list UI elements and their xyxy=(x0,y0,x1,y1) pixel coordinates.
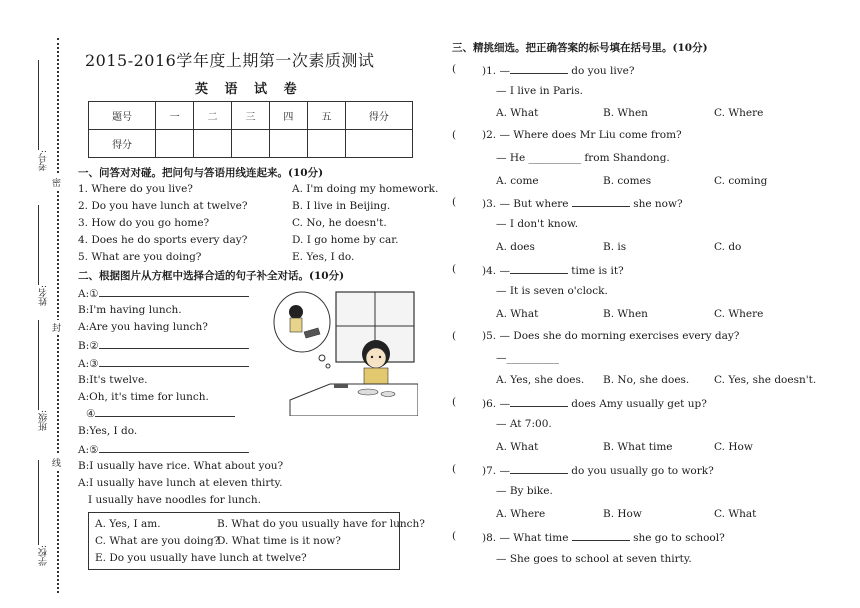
thought-bubble xyxy=(274,292,330,368)
question-reply: — It is seven o'clock. xyxy=(496,285,608,297)
match-answer: C. No, he doesn't. xyxy=(292,217,387,229)
answer-paren[interactable]: ( xyxy=(452,196,457,208)
question-text: )7. — xyxy=(482,465,510,477)
dialogue-line xyxy=(78,356,249,370)
score-cell[interactable] xyxy=(269,130,307,158)
section1-heading: 一、问答对对碰。把问句与答语用线连起来。(10分) xyxy=(78,167,324,179)
question-6 xyxy=(482,396,707,410)
answer-paren[interactable]: ( xyxy=(452,263,457,275)
dialogue-blank[interactable] xyxy=(99,338,249,349)
answer-paren[interactable]: ( xyxy=(452,396,457,408)
question-text: she go to school? xyxy=(629,532,725,544)
dialogue-text: A:① xyxy=(78,288,99,300)
question-text: does Amy usually get up? xyxy=(567,398,707,410)
question-text: time is it? xyxy=(567,265,624,277)
match-question: 5. What are you doing? xyxy=(78,251,202,263)
seal-char: 线 xyxy=(52,455,61,470)
answer-paren[interactable]: ( xyxy=(452,330,457,342)
child-figure xyxy=(362,340,390,386)
options-box xyxy=(88,512,425,570)
match-answer: A. I'm doing my homework. xyxy=(292,183,439,195)
answer-paren[interactable]: ( xyxy=(452,63,457,75)
binding-underline xyxy=(38,460,39,545)
answer-paren[interactable]: ( xyxy=(452,463,457,475)
binding-label-name: 姓名: xyxy=(39,285,49,307)
section2-heading: 二、根据图片从方框中选择合适的句子补全对话。(10分) xyxy=(78,270,345,282)
question-text: )8. — What time xyxy=(482,532,569,544)
binding-dotted-line xyxy=(57,38,59,593)
question-blank[interactable] xyxy=(572,530,630,541)
score-cell[interactable] xyxy=(232,130,270,158)
choice[interactable]: B. is xyxy=(603,241,627,253)
question-reply: — She goes to school at seven thirty. xyxy=(496,553,692,565)
dialogue-blank[interactable] xyxy=(99,286,249,297)
exam-subtitle: 英 语 试 卷 xyxy=(195,82,303,97)
question-8 xyxy=(482,530,725,544)
option-item: B. What do you usually have for lunch? xyxy=(217,518,425,530)
dialogue-blank[interactable] xyxy=(99,442,249,453)
binding-underline xyxy=(38,205,39,285)
seal-char: 封 xyxy=(52,320,61,335)
dialogue-line: A:Are you having lunch? xyxy=(78,321,208,333)
question-2: )2. — Where does Mr Liu come from? xyxy=(482,129,682,141)
score-table-header-row xyxy=(89,102,413,130)
dialogue-line xyxy=(78,442,249,456)
choice[interactable]: B. comes xyxy=(603,175,652,187)
dialogue-line: B:Yes, I do. xyxy=(78,425,138,437)
choice[interactable]: B. What time xyxy=(603,441,673,453)
match-question: 1. Where do you live? xyxy=(78,183,193,195)
exam-title: 2015-2016学年度上期第一次素质测试 xyxy=(85,51,375,70)
choice[interactable]: A. come xyxy=(496,175,539,187)
choice[interactable]: A. Where xyxy=(496,508,546,520)
binding-label-class: 班级: xyxy=(39,410,49,432)
question-5: )5. — Does she do morning exercises every day? xyxy=(482,330,740,342)
question-text: she now? xyxy=(629,198,683,210)
binding-label-exam-number: 考号: xyxy=(39,150,49,172)
question-4 xyxy=(482,263,624,277)
question-text: )4. — xyxy=(482,265,510,277)
question-1 xyxy=(482,63,635,77)
dialogue-text: ④ xyxy=(86,408,96,420)
score-table-header: 三 xyxy=(232,102,270,130)
dialogue-text: B:② xyxy=(78,340,99,352)
question-reply: —__________ xyxy=(496,352,559,364)
question-blank[interactable] xyxy=(510,396,568,407)
option-item: A. Yes, I am. xyxy=(95,518,161,530)
score-table-header: 二 xyxy=(194,102,232,130)
choice[interactable]: C. Yes, she doesn't. xyxy=(714,374,817,386)
question-reply: — I live in Paris. xyxy=(496,85,583,97)
choice[interactable]: B. When xyxy=(603,107,648,119)
question-reply: — By bike. xyxy=(496,485,553,497)
seal-char: 密 xyxy=(52,175,61,190)
choice[interactable]: A. What xyxy=(496,308,539,320)
answer-paren[interactable]: ( xyxy=(452,530,457,542)
choice[interactable]: A. does xyxy=(496,241,535,253)
choice[interactable]: A. What xyxy=(496,441,539,453)
question-text: )3. — But where xyxy=(482,198,569,210)
dialogue-text: A:⑤ xyxy=(78,444,99,456)
match-question: 4. Does he do sports every day? xyxy=(78,234,248,246)
option-item: D. What time is it now? xyxy=(217,535,341,547)
dialogue-blank[interactable] xyxy=(95,406,235,417)
choice[interactable]: C. What xyxy=(714,508,757,520)
score-cell[interactable] xyxy=(156,130,194,158)
dialogue-line: A:Oh, it's time for lunch. xyxy=(78,391,209,403)
question-3 xyxy=(482,196,683,210)
choice[interactable]: C. How xyxy=(714,441,753,453)
choice[interactable]: C. coming xyxy=(714,175,768,187)
question-text: )6. — xyxy=(482,398,510,410)
question-blank[interactable] xyxy=(510,263,568,274)
score-table-header: 题号 xyxy=(89,102,156,130)
score-cell[interactable] xyxy=(194,130,232,158)
score-cell[interactable] xyxy=(345,130,412,158)
score-table-row xyxy=(89,130,413,158)
question-text: do you live? xyxy=(567,65,635,77)
score-table-header: 一 xyxy=(156,102,194,130)
question-blank[interactable] xyxy=(572,196,630,207)
choice[interactable]: C. do xyxy=(714,241,742,253)
match-answer: D. I go home by car. xyxy=(292,234,399,246)
score-cell[interactable] xyxy=(307,130,345,158)
answer-paren[interactable]: ( xyxy=(452,129,457,141)
dialogue-line xyxy=(86,406,235,420)
question-text: )1. — xyxy=(482,65,510,77)
score-row-label: 得分 xyxy=(89,130,156,158)
question-reply: — I don't know. xyxy=(496,218,579,230)
choice[interactable]: C. Where xyxy=(714,308,764,320)
table xyxy=(290,384,418,416)
dialogue-blank[interactable] xyxy=(99,356,249,367)
dialogue-line: B:It's twelve. xyxy=(78,374,148,386)
lunch-scene-illustration xyxy=(270,288,418,416)
score-table xyxy=(88,101,413,158)
question-reply: — He __________ from Shandong. xyxy=(496,152,670,164)
match-question: 2. Do you have lunch at twelve? xyxy=(78,200,248,212)
option-item: E. Do you usually have lunch at twelve? xyxy=(95,552,307,564)
choice[interactable]: B. How xyxy=(603,508,642,520)
dialogue-text: A:③ xyxy=(78,358,99,370)
choice[interactable]: A. Yes, she does. xyxy=(496,374,585,386)
binding-underline xyxy=(38,320,39,410)
choice[interactable]: B. No, she does. xyxy=(603,374,690,386)
dialogue-line: I usually have noodles for lunch. xyxy=(88,494,262,506)
choice[interactable]: B. When xyxy=(603,308,648,320)
dialogue-line: B:I usually have rice. What about you? xyxy=(78,460,284,472)
dialogue-line xyxy=(78,338,249,352)
question-text: do you usually go to work? xyxy=(567,465,714,477)
binding-label-school: 学校: xyxy=(39,545,49,567)
question-7 xyxy=(482,463,714,477)
score-table-header: 五 xyxy=(307,102,345,130)
option-item: C. What are you doing? xyxy=(95,535,220,547)
match-answer: E. Yes, I do. xyxy=(292,251,355,263)
dialogue-line: A:I usually have lunch at eleven thirty. xyxy=(78,477,283,489)
question-blank[interactable] xyxy=(510,63,568,74)
question-reply: — At 7:00. xyxy=(496,418,552,430)
score-table-header: 四 xyxy=(269,102,307,130)
dialogue-line xyxy=(78,286,249,300)
section3-heading: 三、精挑细选。把正确答案的标号填在括号里。(10分) xyxy=(452,42,708,54)
match-question: 3. How do you go home? xyxy=(78,217,210,229)
score-table-header: 得分 xyxy=(345,102,412,130)
question-blank[interactable] xyxy=(510,463,568,474)
choice[interactable]: A. What xyxy=(496,107,539,119)
dialogue-line: B:I'm having lunch. xyxy=(78,304,182,316)
binding-underline xyxy=(38,60,39,150)
match-answer: B. I live in Beijing. xyxy=(292,200,391,212)
choice[interactable]: C. Where xyxy=(714,107,764,119)
